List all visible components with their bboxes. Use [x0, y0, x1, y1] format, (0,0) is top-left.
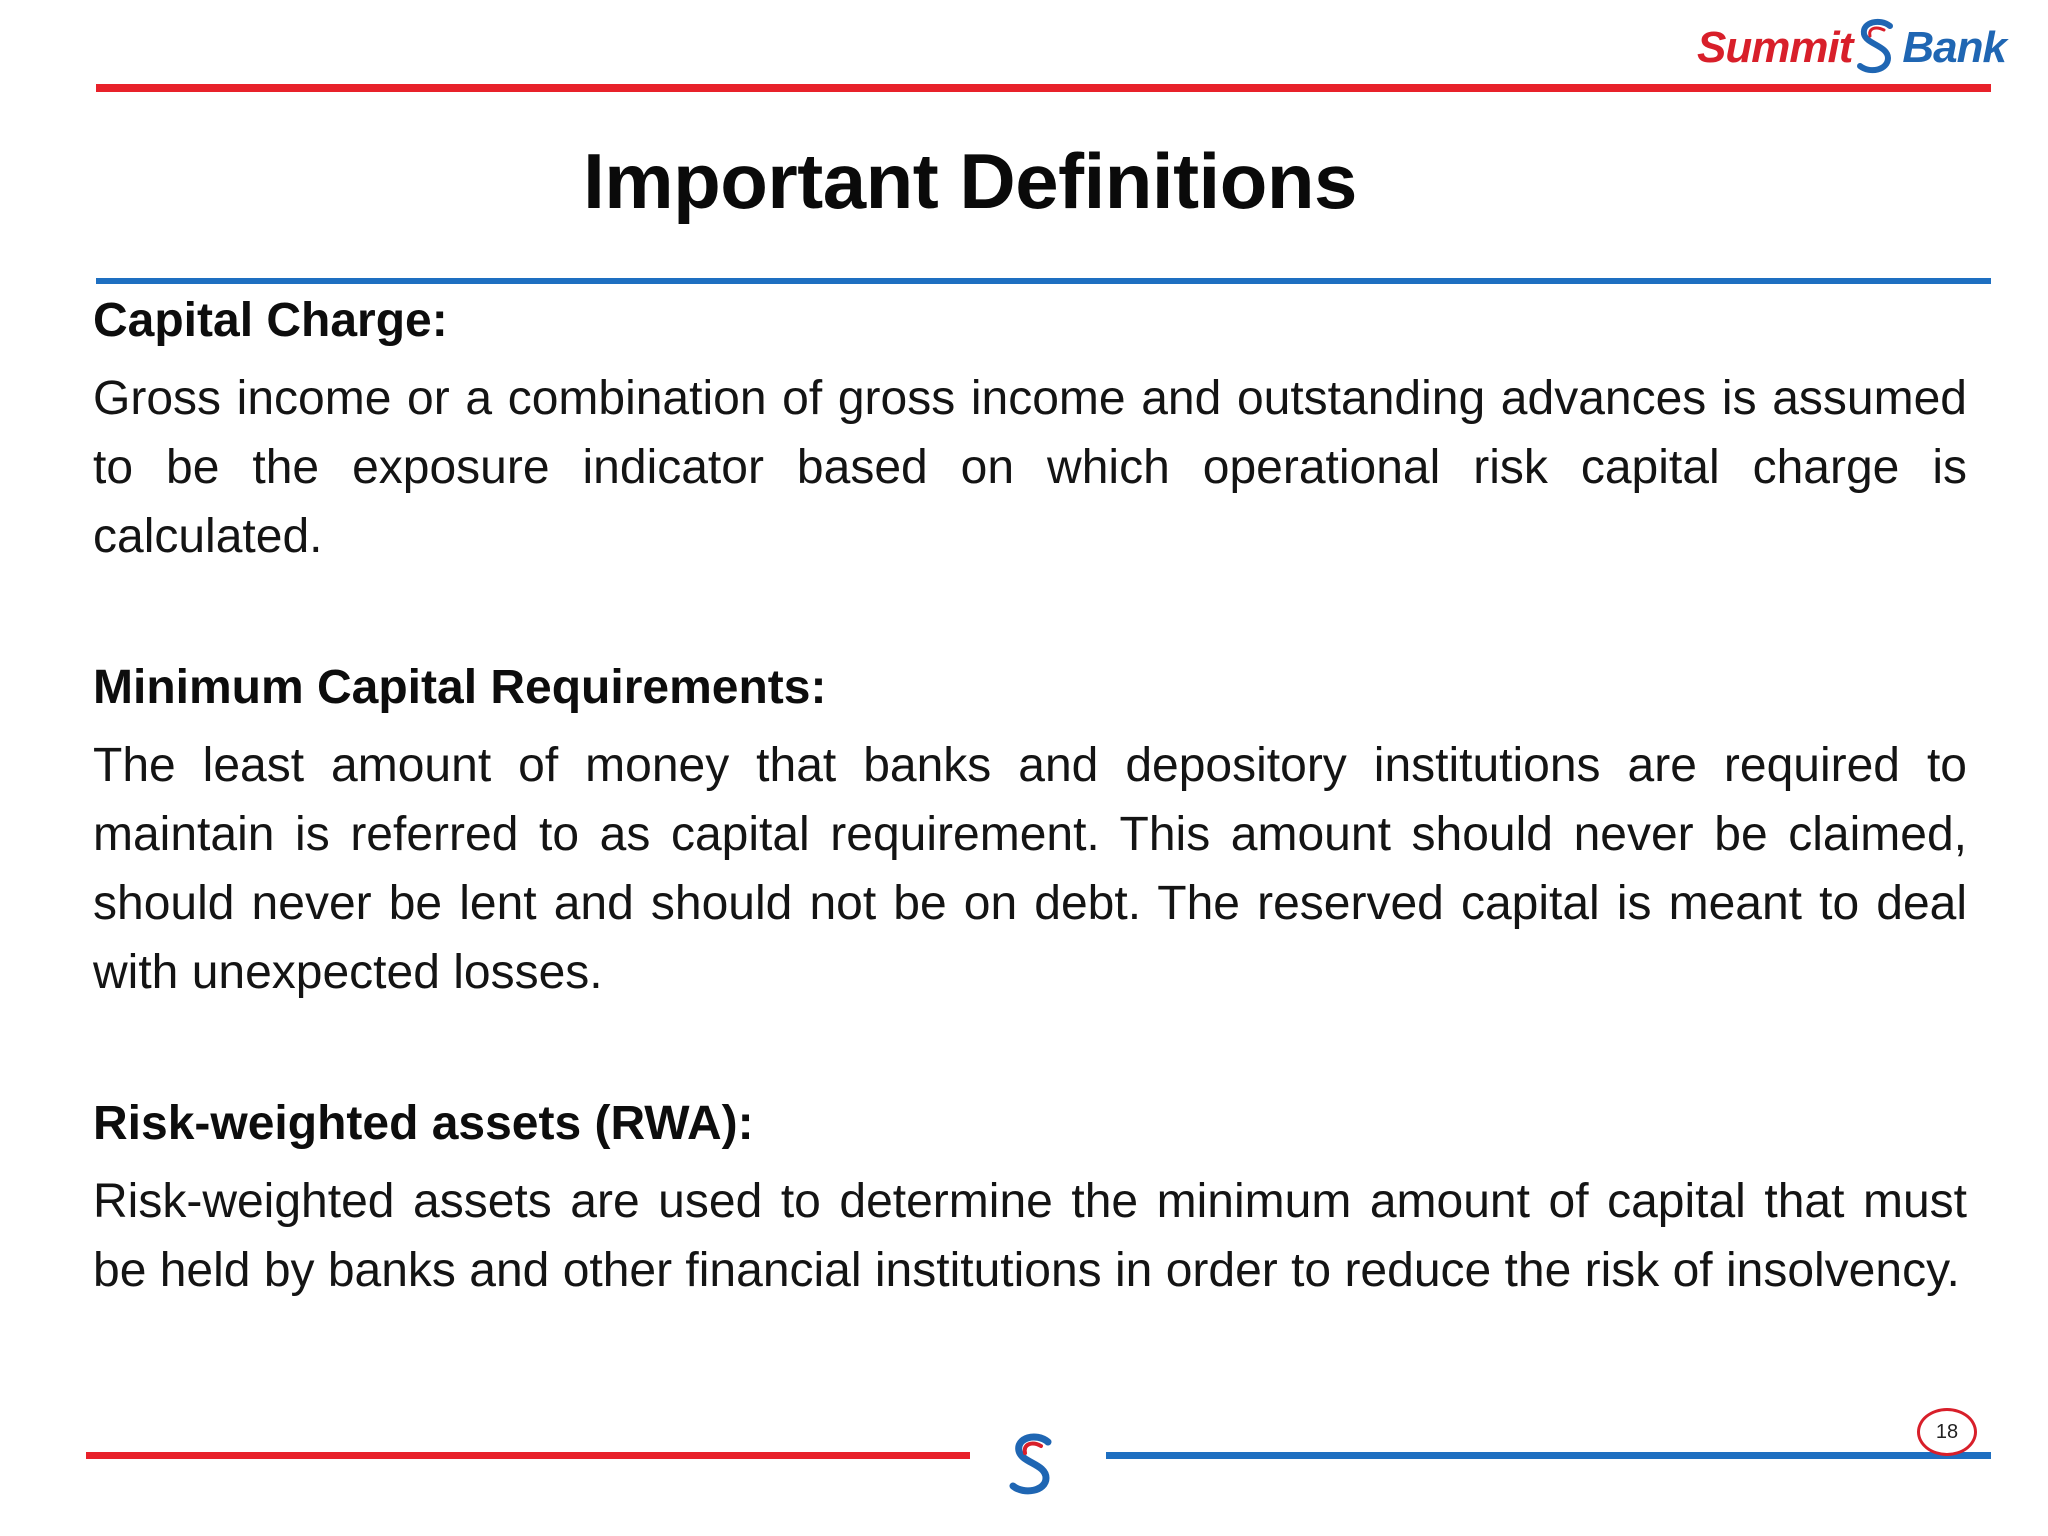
definition-capital-charge [93, 288, 1967, 571]
logo-word-bank: Bank [1902, 23, 2006, 72]
definition-term: Minimum Capital Requirements: [93, 661, 827, 714]
logo-word-summit: Summit [1697, 23, 1853, 72]
page-number-badge [1917, 1408, 1977, 1456]
definition-risk-weighted-assets [93, 1091, 1967, 1305]
summit-s-logo-icon [1854, 18, 1900, 78]
slide-title: Important Definitions [583, 137, 1357, 225]
footer-red-rule [86, 1452, 970, 1459]
definition-minimum-capital-requirements [93, 655, 1967, 1007]
footer-blue-rule [1106, 1452, 1991, 1459]
summit-bank-logo [1697, 16, 2006, 80]
title-blue-rule [96, 278, 1991, 284]
page-number: 18 [1935, 1420, 1959, 1443]
definition-term: Capital Charge: [93, 294, 448, 347]
definition-text: Gross income or a combination of gross income and outstanding advances is assumed to be the exposure indicator based on which operational risk capital charge is calculated. [93, 372, 1967, 563]
definitions-list [93, 288, 1967, 1305]
footer-s-logo-icon [1006, 1432, 1060, 1498]
definition-term: Risk-weighted assets (RWA): [93, 1097, 754, 1150]
definition-text: The least amount of money that banks and depository institutions are required to maintain is referred to as capital requirement. This amount should never be claimed, should never be lent and should not be on debt. The reserved capital is meant to deal with unexpected losses. [93, 739, 1967, 999]
header-red-rule [96, 84, 1991, 92]
definition-text: Risk-weighted assets are used to determine the minimum amount of capital that must be held by banks and other financial institutions in order to reduce the risk of insolvency. [93, 1175, 1967, 1297]
